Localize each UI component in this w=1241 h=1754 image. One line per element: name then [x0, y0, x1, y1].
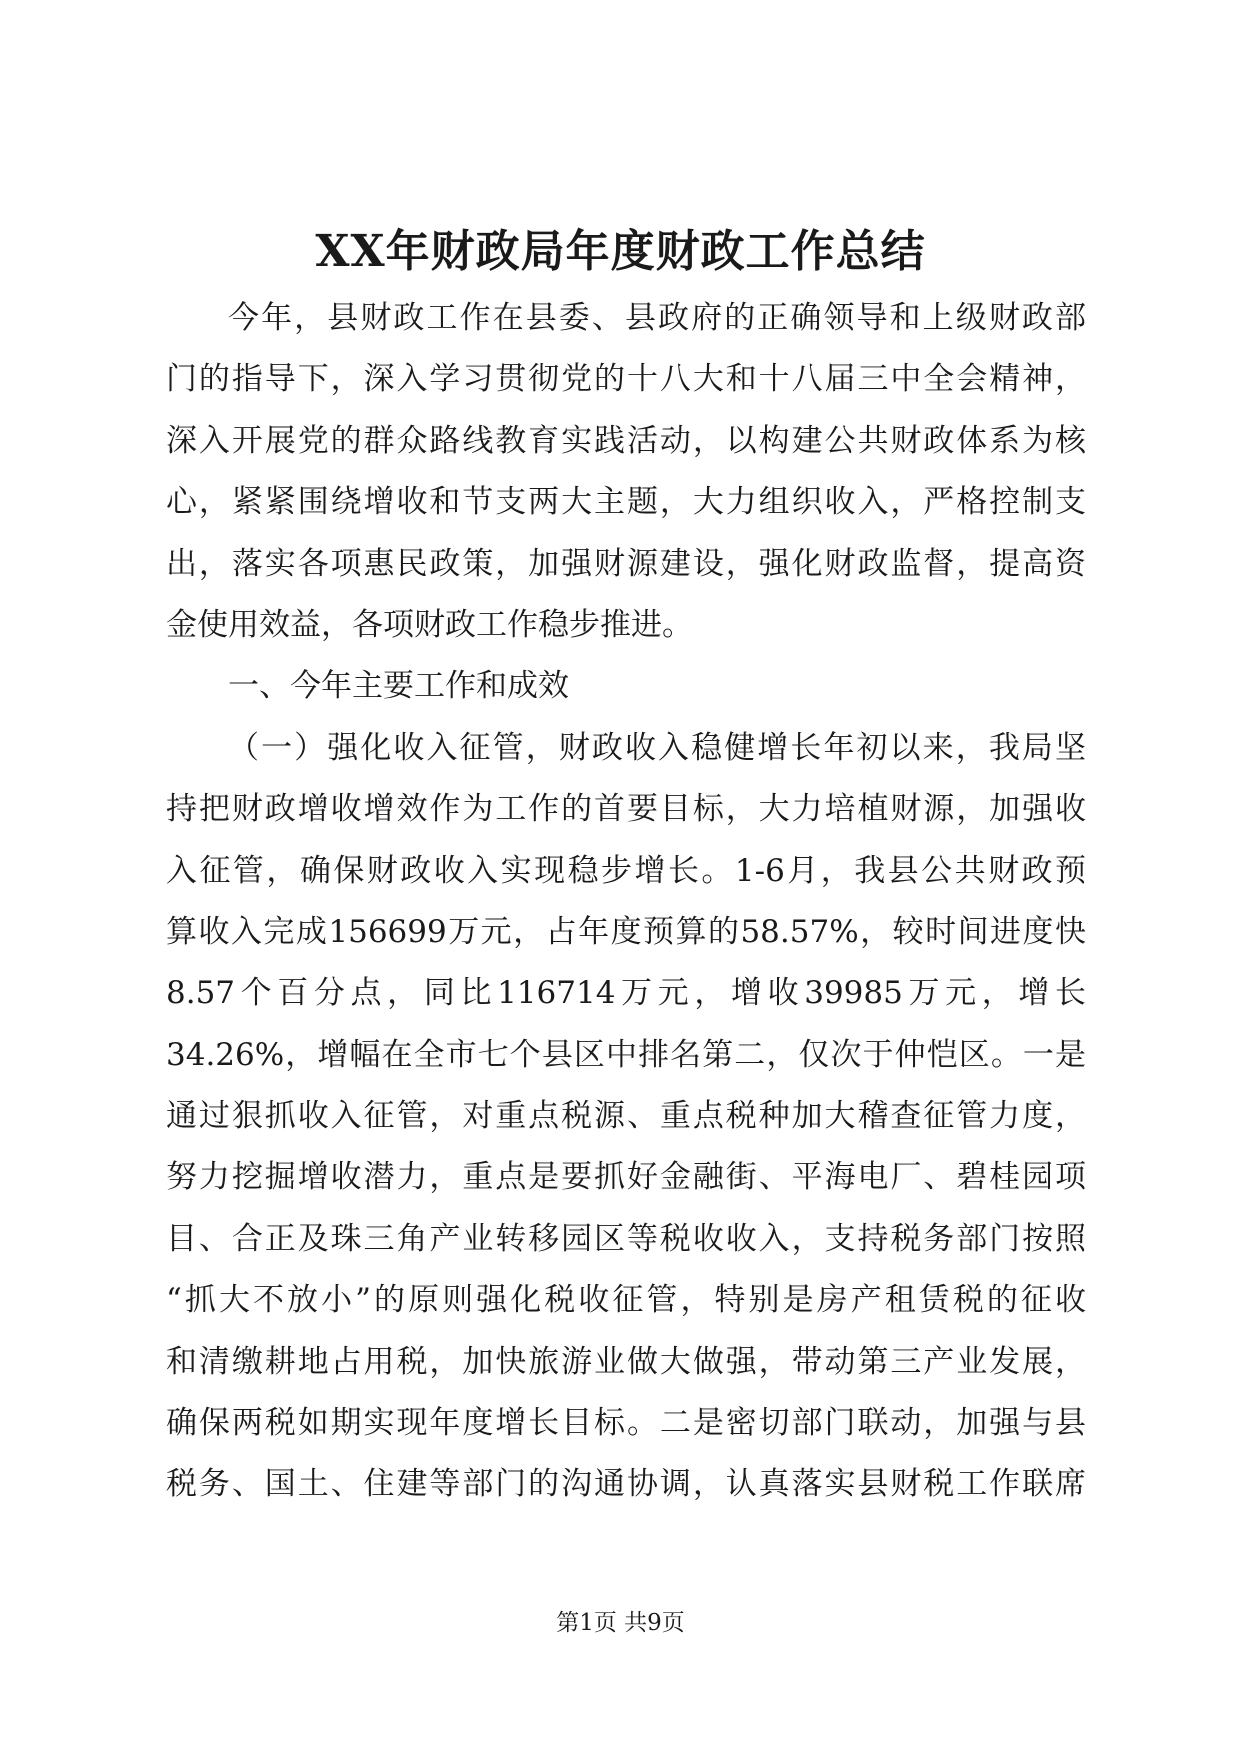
paragraph-1-line-3: 深入开展党的群众路线教育实践活动，以构建公共财政体系为核 — [166, 422, 1086, 459]
paragraph-3-line-6: 34.26%，增幅在全市七个县区中排名第二，仅次于仲恺区。一是 — [166, 1036, 1086, 1073]
paragraph-3-line-4: 算收入完成156699万元，占年度预算的58.57%，较时间进度快 — [166, 913, 1086, 950]
paragraph-3-line-8: 努力挖掘增收潜力，重点是要抓好金融街、平海电厂、碧桂园项 — [166, 1159, 1086, 1196]
section-heading: 一、今年主要工作和成效 — [228, 668, 569, 705]
paragraph-1-line-4: 心，紧紧围绕增收和节支两大主题，大力组织收入，严格控制支 — [166, 484, 1086, 521]
paragraph-1-line-1: 今年，县财政工作在县委、县政府的正确领导和上级财政部 — [228, 300, 1086, 336]
paragraph-3-line-5: 8.57个百分点，同比116714万元，增收39985万元，增长 — [166, 975, 1086, 1012]
paragraph-1-line-5: 出，落实各项惠民政策，加强财源建设，强化财政监督，提高资 — [166, 545, 1086, 582]
paragraph-1-line-2: 门的指导下，深入学习贯彻党的十八大和十八届三中全会精神， — [166, 361, 1086, 398]
paragraph-3-line-3: 入征管，确保财政收入实现稳步增长。1-6月，我县公共财政预 — [166, 852, 1086, 889]
paragraph-3-line-7: 通过狠抓收入征管，对重点税源、重点税种加大稽查征管力度， — [166, 1098, 1086, 1135]
document-title: XX年财政局年度财政工作总结 — [315, 226, 926, 277]
paragraph-3-line-12: 确保两税如期实现年度增长目标。二是密切部门联动，加强与县 — [166, 1405, 1086, 1442]
paragraph-1-line-6: 金使用效益，各项财政工作稳步推进。 — [166, 606, 693, 643]
paragraph-3-line-13: 税务、国土、住建等部门的沟通协调，认真落实县财税工作联席 — [166, 1466, 1086, 1503]
paragraph-3-line-1: （一）强化收入征管，财政收入稳健增长年初以来，我局坚 — [228, 729, 1086, 766]
document-body — [166, 288, 1086, 1516]
paragraph-3-line-11: 和清缴耕地占用税，加快旅游业做大做强，带动第三产业发展， — [166, 1343, 1086, 1380]
paragraph-3-line-10: “抓大不放小”的原则强化税收征管，特别是房产租赁税的征收 — [166, 1282, 1086, 1319]
paragraph-3-line-9: 目、合正及珠三角产业转移园区等税收收入，支持税务部门按照 — [166, 1220, 1086, 1257]
page-footer: 第1页 共9页 — [556, 1610, 685, 1636]
paragraph-3-line-2: 持把财政增收增效作为工作的首要目标，大力培植财源，加强收 — [166, 791, 1086, 828]
